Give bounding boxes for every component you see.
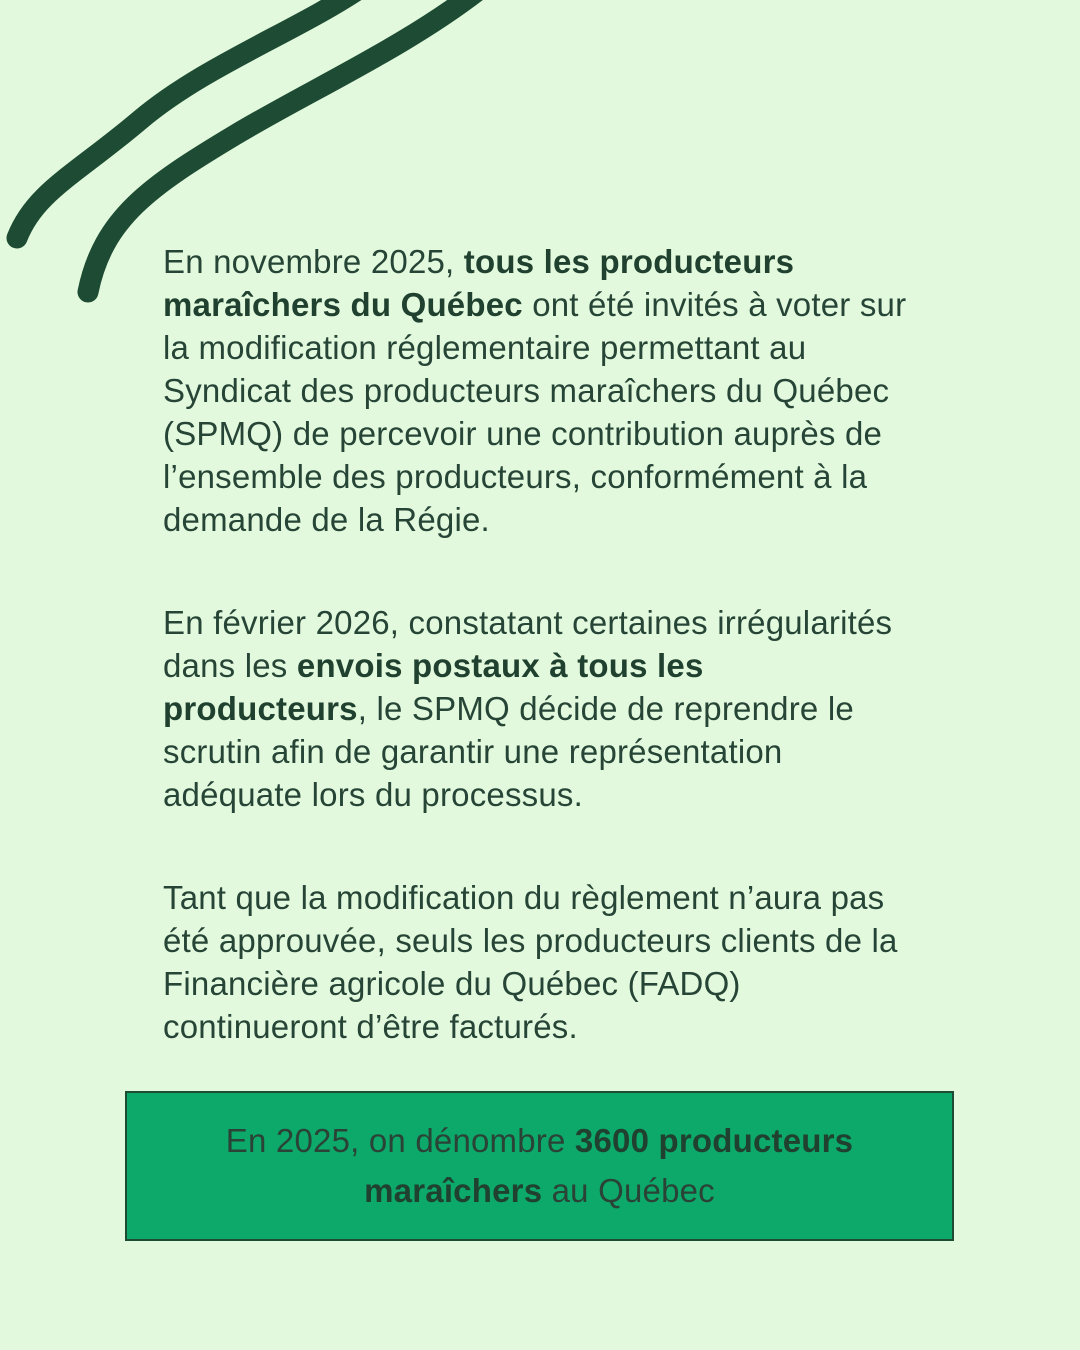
text-segment: En novembre 2025, <box>163 243 464 280</box>
text-segment-bold: tous les producteurs maraîchers du Québec <box>163 243 795 323</box>
paragraph-february-2026 <box>163 601 915 816</box>
text-segment-bold: 3600 producteurs maraîchers <box>364 1122 854 1209</box>
paragraph-november-2025 <box>163 240 915 541</box>
text-segment: Tant que la modification du règlement n’aura pas été approuvée, seuls les producteurs clients de la Financière agricole du Québec (FADQ) continueront d’être facturés. <box>163 879 898 1045</box>
article-text <box>163 240 915 1108</box>
text-segment: En février 2026, constatant certaines irrégularités dans les <box>163 604 893 684</box>
text-segment: ont été invités à voter sur la modification réglementaire permettant au Syndicat des producteurs maraîchers du Québec (SPMQ) de percevoir une contribution auprès de l’ensemble des producteurs, conformément à la demande de la Régie. <box>163 286 907 538</box>
highlight-box <box>125 1091 954 1241</box>
text-segment: au Québec <box>542 1172 715 1209</box>
text-segment: En 2025, on dénombre <box>225 1122 575 1159</box>
paragraph-fadq <box>163 876 915 1048</box>
text-segment-bold: envois postaux à tous les producteurs <box>163 647 704 727</box>
highlight-box-text <box>180 1116 900 1216</box>
text-segment: , le SPMQ décide de reprendre le scrutin afin de garantir une représentation adéquate lors du processus. <box>163 690 854 813</box>
